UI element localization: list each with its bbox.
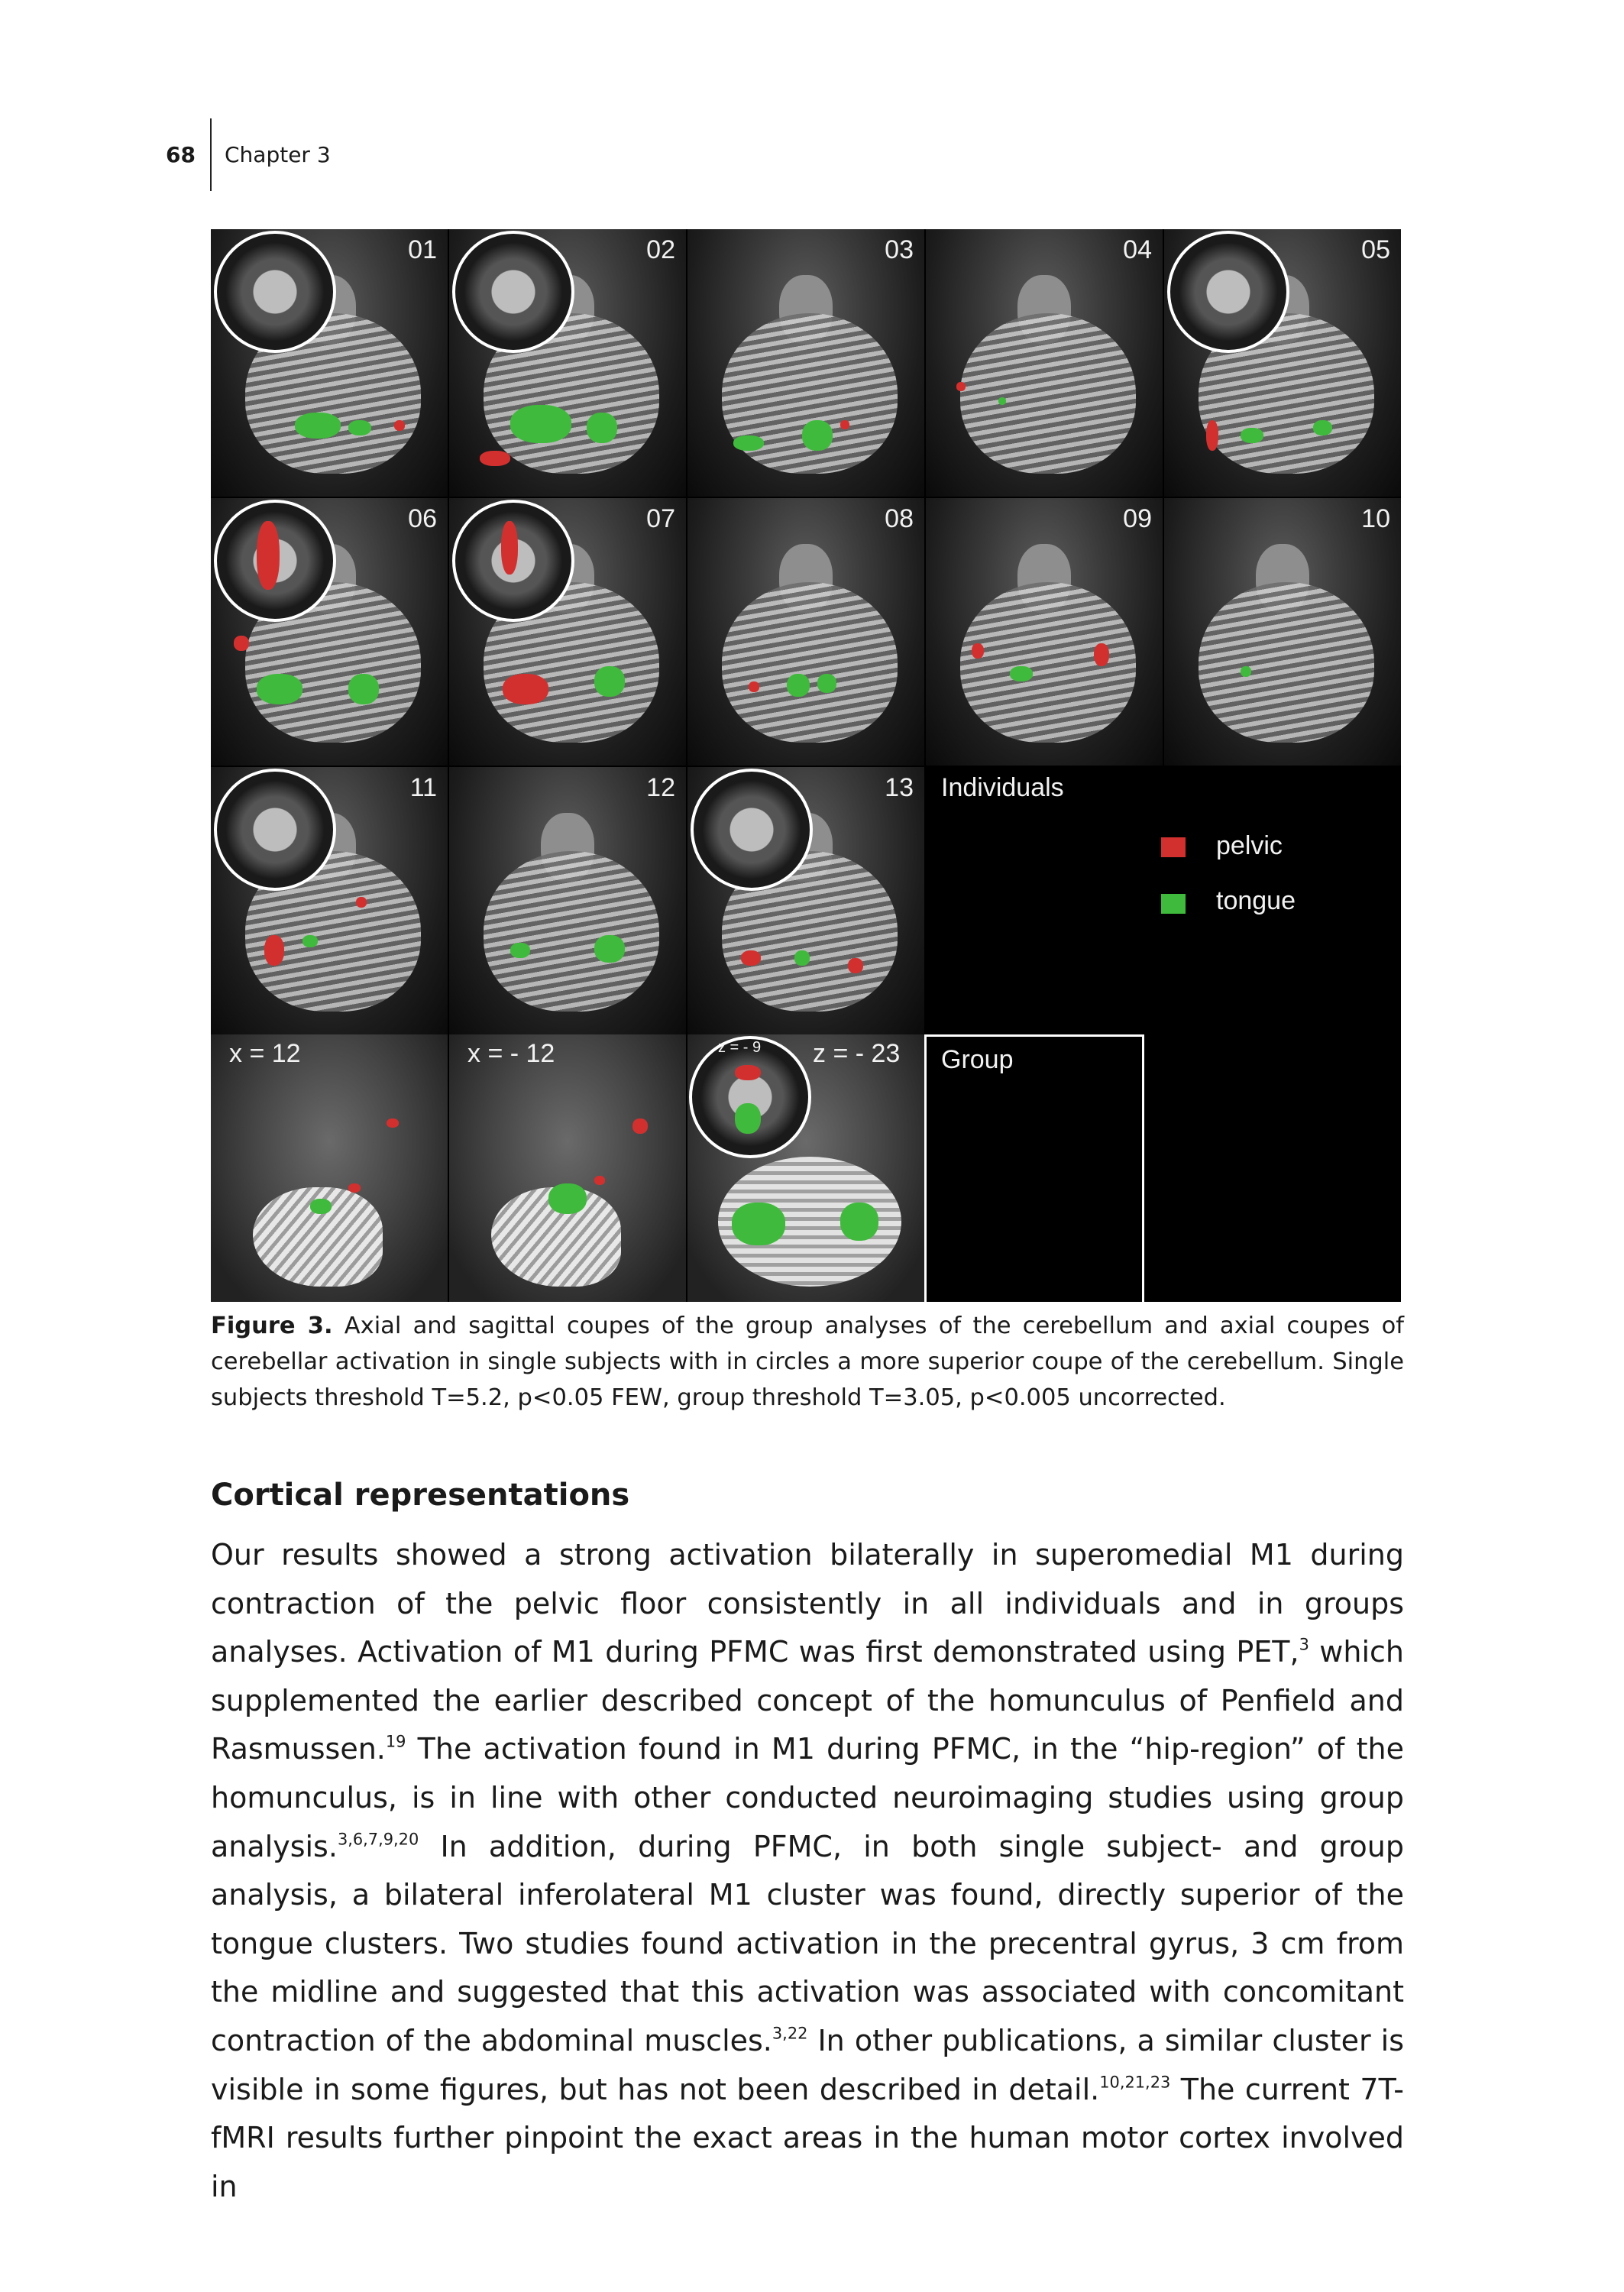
subject-label: 09 <box>1123 504 1152 533</box>
legend-tongue-label: tongue <box>1216 886 1296 915</box>
figure-caption <box>211 1308 1404 1416</box>
citation-superscript: 3 <box>1299 1635 1309 1654</box>
header-divider <box>210 118 212 191</box>
subject-label: 06 <box>408 504 437 533</box>
subject-tile-06 <box>211 498 448 766</box>
subject-label: 01 <box>408 235 437 264</box>
citation-superscript: 3,22 <box>772 2024 808 2043</box>
group-sagittal-x-12 <box>449 1034 686 1302</box>
group-sagittal-x12 <box>211 1034 448 1302</box>
subject-tile-04 <box>926 229 1163 497</box>
caption-text: Axial and sagittal coupes of the group analyses of the cerebellum and axial coupes of cerebellar activation in single subjects with in circles a more superior coupe of the cerebellum. Single subjects threshold T=5.2, p<0.05 FEW, group threshold T=3.05, p<0.005 uncorrected. <box>211 1313 1404 1411</box>
subject-label: 11 <box>409 773 437 802</box>
chapter-title: Chapter 3 <box>225 142 331 167</box>
subject-label: 05 <box>1361 235 1390 264</box>
group-inset-label: z = - 9 <box>718 1039 762 1056</box>
subject-tile-07 <box>449 498 686 766</box>
body-text-segment: In other publications, a similar cluster is visible in some figures, but has not been described in detail. <box>211 2023 1405 2106</box>
citation-superscript: 3,6,7,9,20 <box>337 1829 419 1848</box>
body-text-segment: The current 7T-fMRI results further pinpoint the exact areas in the human motor cortex involved in <box>211 2072 1405 2203</box>
subject-tile-10 <box>1164 498 1401 766</box>
subject-tile-13 <box>687 767 924 1034</box>
subject-label: 04 <box>1123 235 1152 264</box>
caption-lead: Figure 3. <box>211 1313 333 1339</box>
subject-tile-02 <box>449 229 686 497</box>
subject-tile-11 <box>211 767 448 1034</box>
subject-label: 07 <box>646 504 675 533</box>
subject-label: 03 <box>885 235 914 264</box>
superior-coupe-inset <box>691 769 813 891</box>
superior-coupe-inset <box>214 769 336 891</box>
figure-3 <box>211 229 1401 1302</box>
body-paragraph <box>211 1531 1404 2211</box>
legend-pelvic-label: pelvic <box>1216 831 1283 860</box>
subject-label: 12 <box>646 773 675 802</box>
body-text-segment: The activation found in M1 during PFMC, in the “hip-region” of the homunculus, is in line with other conducted neuroimaging studies using group analysis. <box>211 1732 1404 1863</box>
body-text-segment: In addition, during PFMC, in both single subject- and group analysis, a bilateral inferolateral M1 cluster was found, directly superior of the tongue clusters. Two studies found activation in the precentral gyrus, 3 cm from the midline and suggested that this activation was associated with concomitant contraction of the abdominal muscles. <box>211 1829 1404 2057</box>
subject-label: 10 <box>1361 504 1390 533</box>
superior-coupe-inset <box>214 231 336 353</box>
page-number: 68 <box>166 142 196 167</box>
legend-group-title: Group <box>941 1045 1014 1074</box>
body-text-segment: Our results showed a strong activation bilaterally in superomedial M1 during contraction of the pelvic floor consistently in all individuals and in groups analyses. Activation of M1 during PFMC was first demonstrated using PET, <box>211 1538 1404 1669</box>
subject-tile-08 <box>687 498 924 766</box>
group-axial-z-23 <box>687 1034 924 1302</box>
subject-label: 02 <box>646 235 675 264</box>
legend-individuals-title: Individuals <box>941 773 1064 802</box>
group-label: x = - 12 <box>467 1039 555 1068</box>
legend-tongue-swatch <box>1161 894 1186 914</box>
subject-tile-01 <box>211 229 448 497</box>
subject-tile-03 <box>687 229 924 497</box>
superior-coupe-inset <box>1167 231 1289 353</box>
subject-tile-12 <box>449 767 686 1034</box>
legend-pelvic-swatch <box>1161 837 1186 857</box>
section-heading: Cortical representations <box>211 1478 630 1513</box>
group-label: x = 12 <box>229 1039 301 1068</box>
group-label: z = - 23 <box>813 1039 901 1068</box>
subject-tile-09 <box>926 498 1163 766</box>
subject-tile-05 <box>1164 229 1401 497</box>
citation-superscript: 10,21,23 <box>1099 2072 1171 2091</box>
subject-label: 08 <box>885 504 914 533</box>
citation-superscript: 19 <box>385 1732 406 1751</box>
subject-label: 13 <box>885 773 914 802</box>
body-text-segment: which supplemented the earlier described concept of the homunculus of Penfield and Rasmussen. <box>211 1635 1404 1766</box>
superior-coupe-inset <box>452 231 574 353</box>
